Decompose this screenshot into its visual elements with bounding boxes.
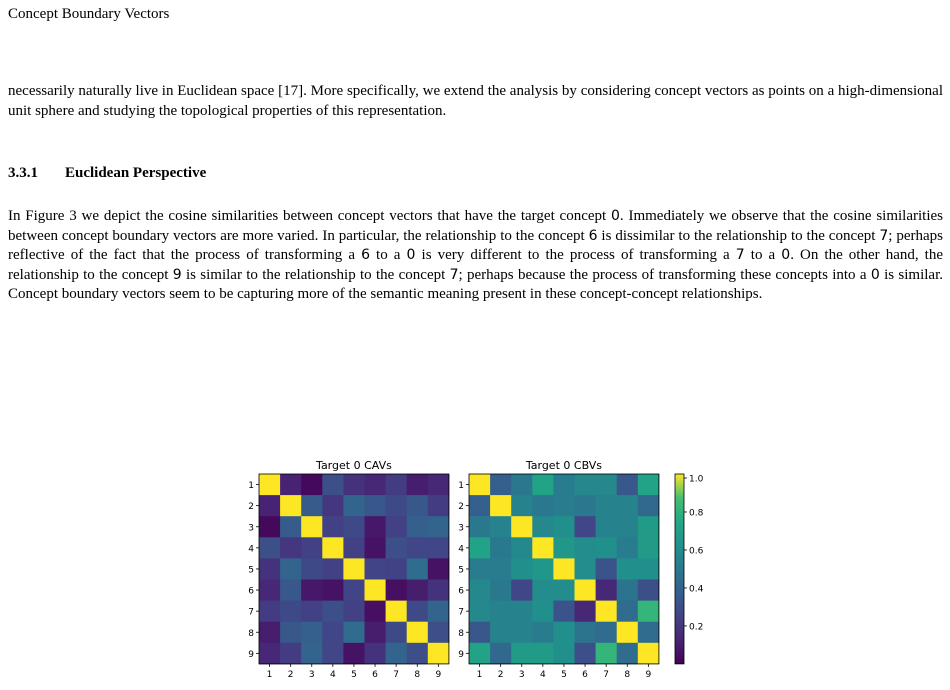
heatmap-cell [469, 474, 491, 496]
y-tick-label: 2 [248, 502, 254, 513]
heatmap-cell [407, 537, 429, 559]
heatmap-cell [532, 474, 554, 496]
heatmap-cell [280, 495, 302, 516]
text-run: is very different to the process of transforming a [415, 247, 736, 264]
concept-label: 7 [449, 266, 459, 283]
heatmap-cell [365, 537, 387, 559]
heatmap-cell [575, 622, 597, 644]
heatmap-cell [322, 495, 344, 516]
heatmap-cell [365, 495, 387, 516]
heatmap-cell [553, 601, 575, 623]
heatmap-cell [511, 495, 533, 516]
text-run: to a [744, 247, 782, 264]
heatmap-cell [469, 495, 491, 516]
heatmap-cell [511, 516, 533, 538]
heatmap-cell [407, 474, 429, 496]
heatmap-cell [280, 580, 302, 602]
heatmap-cell [343, 537, 365, 559]
heatmap-cell [638, 558, 660, 580]
concept-label: 0 [781, 247, 791, 264]
section-heading [8, 165, 206, 182]
heatmap-cell [259, 643, 281, 665]
heatmap-cell [532, 516, 554, 538]
heatmap-cell [511, 622, 533, 644]
heatmap-cell [259, 474, 281, 496]
heatmap-cell [596, 474, 618, 496]
concept-label: 9 [172, 266, 182, 283]
y-tick-label: 5 [458, 565, 464, 576]
heatmap-cell [638, 601, 660, 623]
heatmap-cell [638, 495, 660, 516]
heatmap-cell [469, 516, 491, 538]
heatmap-cell [386, 643, 408, 665]
heatmap-cell [280, 474, 302, 496]
x-tick-label: 7 [393, 669, 400, 680]
x-tick-label: 8 [414, 669, 421, 680]
heatmap-cell [532, 601, 554, 623]
text-run: . On the other hand, the relationship to the concept [8, 247, 943, 283]
x-tick-label: 5 [561, 669, 567, 680]
heatmap-cell [532, 580, 554, 602]
heatmap-cell [322, 580, 344, 602]
concept-label: 7 [879, 227, 889, 244]
heatmap-cell [259, 495, 281, 516]
x-tick-label: 1 [476, 669, 483, 680]
heatmap-cell [365, 474, 387, 496]
heatmap-cell [490, 601, 512, 623]
heatmap-cell [469, 580, 491, 602]
heatmap-cell [407, 580, 429, 602]
heatmap-cell [343, 601, 365, 623]
heatmap-cell [469, 601, 491, 623]
heatmap-cell [596, 537, 618, 559]
heatmap-cell [301, 558, 323, 580]
heatmap-cell [365, 601, 387, 623]
heatmap-cell [469, 537, 491, 559]
y-tick-label: 5 [248, 565, 254, 576]
heatmap-cell [322, 474, 344, 496]
text-run: In Figure 3 we depict the cosine similarities between concept vectors that have the target concept [8, 208, 611, 224]
section-number: 3.3.1 [8, 165, 38, 181]
x-tick-label: 9 [435, 669, 442, 680]
y-tick-label: 9 [248, 649, 254, 660]
heatmap-cell [365, 516, 387, 538]
heatmap-cell [407, 558, 429, 580]
heatmap-cell [343, 580, 365, 602]
heatmap-cell [596, 495, 618, 516]
heatmap-cell [301, 474, 323, 496]
heatmap-cell [532, 495, 554, 516]
heatmap-cell [617, 495, 639, 516]
x-tick-label: 2 [287, 669, 294, 680]
heatmap-cell [301, 601, 323, 623]
heatmap-cell [428, 558, 450, 580]
heatmap-cell [553, 474, 575, 496]
heatmap-cell [575, 601, 597, 623]
heatmap-cell [365, 622, 387, 644]
concept-label: 0 [610, 208, 620, 224]
heatmap-cell [617, 622, 639, 644]
heatmap-cell [322, 601, 344, 623]
y-tick-label: 3 [248, 523, 254, 534]
heatmap-cell [490, 622, 512, 644]
heatmap-cell [511, 643, 533, 665]
heatmap-cell [553, 643, 575, 665]
heatmap-cell [301, 516, 323, 538]
y-tick-label: 2 [458, 502, 464, 513]
heatmap-title: Target 0 CBVs [525, 459, 603, 472]
heatmap-cell [428, 516, 450, 538]
colorbar-tick-label: 1.0 [689, 474, 704, 485]
heatmap-cell [407, 516, 429, 538]
heatmap-cell [386, 474, 408, 496]
heatmap-cell [301, 622, 323, 644]
y-tick-label: 1 [458, 481, 464, 492]
heatmap-cell [343, 558, 365, 580]
text-run: is similar to the relationship to the concept [181, 266, 450, 283]
y-tick-label: 9 [458, 649, 464, 660]
heatmap-cell [407, 643, 429, 665]
heatmap-cell [322, 516, 344, 538]
heatmap-cell [322, 643, 344, 665]
heatmap-cell [428, 495, 450, 516]
heatmap-cell [343, 516, 365, 538]
heatmap-cell [553, 537, 575, 559]
y-tick-label: 7 [248, 607, 254, 618]
heatmap-cell [532, 622, 554, 644]
heatmap-cell [511, 580, 533, 602]
heatmap-cell [596, 580, 618, 602]
heatmap-cell [428, 643, 450, 665]
heatmap-cell [428, 601, 450, 623]
heatmap-cell [469, 643, 491, 665]
heatmap-cell [301, 643, 323, 665]
heatmap-cell [301, 580, 323, 602]
colorbar-tick-label: 0.8 [689, 508, 704, 519]
y-tick-label: 6 [248, 586, 254, 597]
y-tick-label: 7 [458, 607, 464, 618]
heatmap-cell [490, 558, 512, 580]
heatmap-cell [428, 580, 450, 602]
heatmap-cell [553, 495, 575, 516]
paragraph-body [8, 207, 943, 305]
heatmap-cell [469, 622, 491, 644]
x-tick-label: 8 [624, 669, 631, 680]
heatmap-cell [553, 622, 575, 644]
concept-label: 6 [588, 227, 598, 244]
heatmap-cell [343, 495, 365, 516]
x-tick-label: 2 [497, 669, 504, 680]
heatmap-cell [617, 474, 639, 496]
concept-label: 0 [406, 247, 416, 264]
heatmap-cell [511, 537, 533, 559]
heatmap-cell [617, 537, 639, 559]
heatmap-cell [575, 474, 597, 496]
y-tick-label: 4 [458, 544, 464, 555]
heatmap-cell [553, 516, 575, 538]
section-title: Euclidean Perspective [65, 165, 207, 181]
heatmap-cell [596, 558, 618, 580]
heatmap-cell [532, 558, 554, 580]
heatmap-cell [365, 580, 387, 602]
heatmap-cell [638, 474, 660, 496]
heatmap-cell [301, 495, 323, 516]
heatmap-cell [511, 558, 533, 580]
heatmap-cell [259, 516, 281, 538]
running-title: Concept Boundary Vectors [8, 6, 170, 22]
paragraph-intro: necessarily naturally live in Euclidean space [17]. More specifically, we extend the analysis by considering concept vectors as points on a high-dimensional unit sphere and studying the topological properties of this representation. [8, 83, 943, 119]
heatmap-cell [407, 495, 429, 516]
heatmap-cell [617, 601, 639, 623]
text-run: is similar. Concept boundary vectors seem to be capturing more of the semantic meaning present in these concept-concept relationships. [8, 266, 943, 303]
heatmap-title: Target 0 CAVs [316, 459, 392, 472]
y-tick-label: 8 [458, 628, 464, 639]
heatmap-cell [511, 601, 533, 623]
heatmap-cell [386, 580, 408, 602]
concept-label: 0 [870, 266, 880, 283]
heatmap-cell [617, 643, 639, 665]
heatmap-cell [365, 558, 387, 580]
x-tick-label: 9 [645, 669, 652, 680]
x-tick-label: 6 [372, 669, 378, 680]
heatmap-cell [490, 537, 512, 559]
heatmap-cell [386, 537, 408, 559]
heatmap-cell [259, 622, 281, 644]
heatmap-cell [575, 643, 597, 665]
heatmap-cell [365, 643, 387, 665]
heatmap-cell [575, 580, 597, 602]
x-tick-label: 4 [329, 669, 336, 680]
heatmap-cell [617, 516, 639, 538]
heatmap-cell [259, 558, 281, 580]
colorbar-tick-label: 0.4 [689, 584, 704, 595]
heatmap-cell [322, 622, 344, 644]
heatmap-cell [386, 622, 408, 644]
heatmap-cell [386, 516, 408, 538]
heatmap-cell [490, 580, 512, 602]
concept-label: 7 [735, 247, 745, 264]
y-tick-label: 8 [248, 628, 254, 639]
text-run: is dissimilar to the relationship to the concept [597, 227, 880, 244]
heatmap-cell [596, 622, 618, 644]
heatmap-cell [490, 643, 512, 665]
heatmap-cell [280, 622, 302, 644]
heatmap-cell [280, 601, 302, 623]
heatmap-cell [532, 537, 554, 559]
heatmap-cell [301, 537, 323, 559]
heatmap-cell [575, 558, 597, 580]
heatmap-cell [575, 537, 597, 559]
heatmap-cell [259, 601, 281, 623]
heatmap-cell [428, 474, 450, 496]
x-tick-label: 3 [308, 669, 315, 680]
heatmap-cell [322, 558, 344, 580]
heatmap-cell [638, 643, 660, 665]
heatmap-cell [280, 643, 302, 665]
text-run: to a [369, 247, 407, 264]
text-run: . Immediately we observe that the cosine similarities between concept boundary vectors are more varied. In particular, the relationship to the concept [8, 208, 943, 244]
y-tick-label: 1 [248, 481, 254, 492]
x-tick-label: 5 [351, 669, 357, 680]
y-tick-label: 4 [248, 544, 254, 555]
heatmap-cell [407, 622, 429, 644]
colorbar [675, 474, 684, 664]
heatmap-cell [553, 558, 575, 580]
colorbar-tick-label: 0.2 [689, 622, 704, 633]
figure-heatmaps [0, 450, 950, 690]
x-tick-label: 1 [266, 669, 273, 680]
colorbar-tick-label: 0.6 [689, 546, 704, 557]
heatmap-cell [638, 537, 660, 559]
heatmap-cell [386, 601, 408, 623]
y-tick-label: 6 [458, 586, 464, 597]
heatmap-cell [638, 516, 660, 538]
heatmap-cell [280, 537, 302, 559]
heatmap-cell [428, 537, 450, 559]
x-tick-label: 6 [582, 669, 588, 680]
heatmap-cell [490, 474, 512, 496]
x-tick-label: 7 [603, 669, 610, 680]
heatmap-cell [617, 580, 639, 602]
heatmap-cell [553, 580, 575, 602]
heatmap-cell [259, 580, 281, 602]
heatmap-cell [322, 537, 344, 559]
heatmap-cell [596, 516, 618, 538]
heatmap-cell [596, 643, 618, 665]
heatmap-cell [343, 622, 365, 644]
heatmap-cell [617, 558, 639, 580]
heatmap-cell [280, 558, 302, 580]
heatmap-cell [343, 643, 365, 665]
heatmap-cell [638, 622, 660, 644]
heatmap-cell [343, 474, 365, 496]
heatmap-cell [407, 601, 429, 623]
heatmap-cell [490, 516, 512, 538]
heatmap-cell [469, 558, 491, 580]
text-run: ; perhaps because the process of transforming these concepts into a [458, 266, 871, 283]
concept-label: 6 [361, 247, 370, 264]
heatmap-cell [386, 495, 408, 516]
heatmap-cell [280, 516, 302, 538]
x-tick-label: 3 [518, 669, 525, 680]
heatmap-cell [428, 622, 450, 644]
x-tick-label: 4 [539, 669, 546, 680]
heatmap-cell [596, 601, 618, 623]
heatmap-cell [532, 643, 554, 665]
heatmap-cell [386, 558, 408, 580]
heatmap-cell [511, 474, 533, 496]
text-run: ; perhaps reflective of the fact that the process of transforming a [8, 227, 943, 264]
heatmap-cell [575, 516, 597, 538]
heatmap-cell [259, 537, 281, 559]
heatmap-cell [575, 495, 597, 516]
heatmap-cell [490, 495, 512, 516]
heatmap-cell [638, 580, 660, 602]
y-tick-label: 3 [458, 523, 464, 534]
